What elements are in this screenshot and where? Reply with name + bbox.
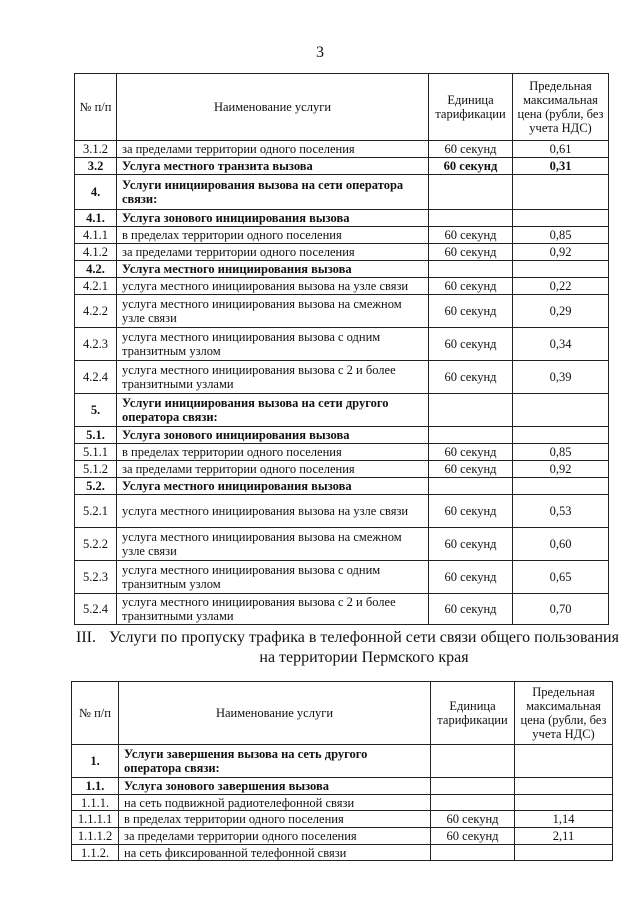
row-number: 4.1. bbox=[75, 210, 117, 227]
table-row bbox=[75, 261, 609, 278]
max-price: 0,92 bbox=[513, 461, 609, 478]
service-name: Услуга зонового инициирования вызова bbox=[117, 427, 429, 444]
header-name: Наименование услуги bbox=[119, 682, 431, 745]
section-heading bbox=[60, 628, 620, 668]
service-name: в пределах территории одного поселения bbox=[119, 811, 431, 828]
service-name: Услуга зонового инициирования вызова bbox=[117, 210, 429, 227]
table-row bbox=[72, 778, 613, 795]
max-price bbox=[513, 210, 609, 227]
max-price bbox=[513, 261, 609, 278]
row-number: 1.1. bbox=[72, 778, 119, 795]
row-number: 5.2. bbox=[75, 478, 117, 495]
service-name: Услуги инициирования вызова на сети оператора связи: bbox=[117, 175, 429, 210]
service-name: услуга местного инициирования вызова с 2 и более транзитными узлами bbox=[117, 361, 429, 394]
billing-unit bbox=[431, 795, 515, 811]
table-row bbox=[75, 328, 609, 361]
tariff-table-1 bbox=[74, 73, 609, 625]
service-name: услуга местного инициирования вызова на узле связи bbox=[117, 495, 429, 528]
max-price: 0,34 bbox=[513, 328, 609, 361]
service-name: услуга местного инициирования вызова на смежном узле связи bbox=[117, 528, 429, 561]
service-name: Услуги инициирования вызова на сети другого оператора связи: bbox=[117, 394, 429, 427]
tariff-table-1-body bbox=[75, 141, 609, 625]
table-row bbox=[75, 244, 609, 261]
row-number: 5. bbox=[75, 394, 117, 427]
billing-unit: 60 секунд bbox=[429, 594, 513, 625]
table-row bbox=[75, 561, 609, 594]
billing-unit bbox=[429, 427, 513, 444]
page-number: 3 bbox=[316, 44, 324, 61]
row-number: 4.2.4 bbox=[75, 361, 117, 394]
billing-unit: 60 секунд bbox=[431, 828, 515, 845]
billing-unit: 60 секунд bbox=[429, 158, 513, 175]
table-row bbox=[72, 828, 613, 845]
max-price bbox=[515, 745, 613, 778]
billing-unit: 60 секунд bbox=[429, 528, 513, 561]
tariff-table-2-body bbox=[72, 745, 613, 861]
billing-unit: 60 секунд bbox=[429, 295, 513, 328]
service-name: в пределах территории одного поселения bbox=[117, 227, 429, 244]
row-number: 4. bbox=[75, 175, 117, 210]
row-number: 5.1. bbox=[75, 427, 117, 444]
max-price: 0,60 bbox=[513, 528, 609, 561]
service-name: за пределами территории одного поселения bbox=[117, 244, 429, 261]
table-row bbox=[75, 594, 609, 625]
tariff-table-2 bbox=[71, 681, 613, 861]
service-name: на сеть подвижной радиотелефонной связи bbox=[119, 795, 431, 811]
table-row bbox=[75, 210, 609, 227]
table-row bbox=[75, 175, 609, 210]
billing-unit bbox=[429, 478, 513, 495]
service-name: Услуга местного инициирования вызова bbox=[117, 261, 429, 278]
header-price: Предельная максимальная цена (рубли, без учета НДС) bbox=[515, 682, 613, 745]
service-name: за пределами территории одного поселения bbox=[119, 828, 431, 845]
max-price: 0,92 bbox=[513, 244, 609, 261]
billing-unit: 60 секунд bbox=[429, 461, 513, 478]
billing-unit: 60 секунд bbox=[431, 811, 515, 828]
table-row bbox=[72, 745, 613, 778]
max-price: 0,31 bbox=[513, 158, 609, 175]
table-row bbox=[75, 295, 609, 328]
table-row bbox=[75, 227, 609, 244]
service-name: услуга местного инициирования вызова на узле связи bbox=[117, 278, 429, 295]
max-price bbox=[515, 795, 613, 811]
billing-unit: 60 секунд bbox=[429, 561, 513, 594]
service-name: за пределами территории одного поселения bbox=[117, 461, 429, 478]
row-number: 1. bbox=[72, 745, 119, 778]
max-price: 2,11 bbox=[515, 828, 613, 845]
max-price bbox=[515, 778, 613, 795]
table-row bbox=[75, 141, 609, 158]
header-unit: Единица тарификации bbox=[431, 682, 515, 745]
service-name: за пределами территории одного поселения bbox=[117, 141, 429, 158]
billing-unit bbox=[431, 845, 515, 861]
service-name: услуга местного инициирования вызова с одним транзитным узлом bbox=[117, 561, 429, 594]
max-price bbox=[513, 427, 609, 444]
billing-unit bbox=[429, 394, 513, 427]
table-row bbox=[75, 394, 609, 427]
table-row bbox=[75, 528, 609, 561]
header-price: Предельная максимальная цена (рубли, без учета НДС) bbox=[513, 74, 609, 141]
row-number: 5.2.2 bbox=[75, 528, 117, 561]
section-title-line-1: Услуги по пропуску трафика в телефонной сети связи общего пользования bbox=[109, 629, 619, 646]
service-name: услуга местного инициирования вызова с 2 и более транзитными узлами bbox=[117, 594, 429, 625]
billing-unit: 60 секунд bbox=[429, 141, 513, 158]
table-row bbox=[72, 845, 613, 861]
max-price: 0,85 bbox=[513, 444, 609, 461]
billing-unit bbox=[429, 261, 513, 278]
max-price: 0,85 bbox=[513, 227, 609, 244]
billing-unit: 60 секунд bbox=[429, 278, 513, 295]
billing-unit bbox=[431, 745, 515, 778]
max-price bbox=[513, 175, 609, 210]
row-number: 5.1.1 bbox=[75, 444, 117, 461]
max-price: 0,29 bbox=[513, 295, 609, 328]
row-number: 1.1.1.1 bbox=[72, 811, 119, 828]
billing-unit: 60 секунд bbox=[429, 361, 513, 394]
service-name: услуга местного инициирования вызова на смежном узле связи bbox=[117, 295, 429, 328]
service-name: на сеть фиксированной телефонной связи bbox=[119, 845, 431, 861]
table-row bbox=[72, 811, 613, 828]
billing-unit: 60 секунд bbox=[429, 444, 513, 461]
table-row bbox=[75, 444, 609, 461]
table-row bbox=[75, 427, 609, 444]
row-number: 4.1.2 bbox=[75, 244, 117, 261]
table-row bbox=[75, 361, 609, 394]
max-price bbox=[513, 394, 609, 427]
row-number: 5.2.1 bbox=[75, 495, 117, 528]
row-number: 4.2.1 bbox=[75, 278, 117, 295]
max-price: 0,70 bbox=[513, 594, 609, 625]
row-number: 3.2 bbox=[75, 158, 117, 175]
section-roman-numeral: III. bbox=[76, 629, 96, 646]
table-row bbox=[75, 278, 609, 295]
service-name: Услуга местного инициирования вызова bbox=[117, 478, 429, 495]
table-row bbox=[75, 461, 609, 478]
service-name: в пределах территории одного поселения bbox=[117, 444, 429, 461]
max-price: 0,39 bbox=[513, 361, 609, 394]
max-price: 1,14 bbox=[515, 811, 613, 828]
row-number: 5.2.3 bbox=[75, 561, 117, 594]
service-name: услуга местного инициирования вызова с одним транзитным узлом bbox=[117, 328, 429, 361]
row-number: 4.2.2 bbox=[75, 295, 117, 328]
header-name: Наименование услуги bbox=[117, 74, 429, 141]
header-num: № п/п bbox=[72, 682, 119, 745]
row-number: 5.1.2 bbox=[75, 461, 117, 478]
row-number: 3.1.2 bbox=[75, 141, 117, 158]
max-price: 0,22 bbox=[513, 278, 609, 295]
section-title-line-2: на территории Пермского края bbox=[259, 649, 469, 666]
row-number: 1.1.1.2 bbox=[72, 828, 119, 845]
table-row bbox=[75, 158, 609, 175]
table-row bbox=[75, 478, 609, 495]
billing-unit: 60 секунд bbox=[429, 328, 513, 361]
billing-unit: 60 секунд bbox=[429, 495, 513, 528]
billing-unit bbox=[429, 210, 513, 227]
row-number: 4.1.1 bbox=[75, 227, 117, 244]
billing-unit bbox=[431, 778, 515, 795]
billing-unit: 60 секунд bbox=[429, 227, 513, 244]
table-row bbox=[72, 795, 613, 811]
billing-unit bbox=[429, 175, 513, 210]
row-number: 4.2. bbox=[75, 261, 117, 278]
row-number: 1.1.2. bbox=[72, 845, 119, 861]
service-name: Услуги завершения вызова на сеть другого оператора связи: bbox=[119, 745, 431, 778]
max-price bbox=[513, 478, 609, 495]
header-unit: Единица тарификации bbox=[429, 74, 513, 141]
max-price bbox=[515, 845, 613, 861]
max-price: 0,61 bbox=[513, 141, 609, 158]
row-number: 4.2.3 bbox=[75, 328, 117, 361]
service-name: Услуга зонового завершения вызова bbox=[119, 778, 431, 795]
max-price: 0,65 bbox=[513, 561, 609, 594]
service-name: Услуга местного транзита вызова bbox=[117, 158, 429, 175]
row-number: 5.2.4 bbox=[75, 594, 117, 625]
max-price: 0,53 bbox=[513, 495, 609, 528]
table-row bbox=[75, 495, 609, 528]
header-num: № п/п bbox=[75, 74, 117, 141]
row-number: 1.1.1. bbox=[72, 795, 119, 811]
billing-unit: 60 секунд bbox=[429, 244, 513, 261]
